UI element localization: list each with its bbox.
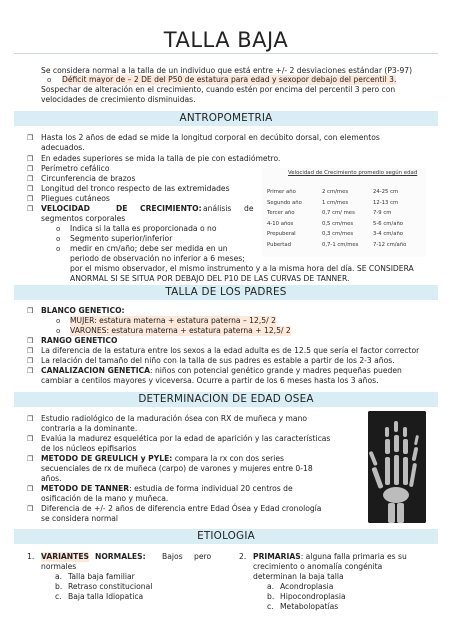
checkbox-bullet-icon: ❒	[27, 175, 34, 183]
table-row	[267, 219, 406, 230]
greulich-label: METODO DE GREULICH y PYLE:	[41, 454, 173, 463]
list-item: Baja talla Idiopatica	[68, 592, 144, 601]
table-row	[267, 208, 406, 219]
canalizacion-text: : niños con potencial genético grande y madres pequeñas pueden	[150, 366, 402, 375]
velocidad-sub-3b: periodo de observación no inferior a 6 meses;	[70, 254, 245, 263]
greulich-line-2: secuenciales de rx de muñeca (carpo) de varones y mujeres entre 0-18	[41, 464, 313, 473]
bajos-text: Bajos	[162, 552, 183, 561]
variantes-label: VARIANTES	[41, 552, 89, 561]
primarias-line-2: crecimiento o anomalía congénita	[253, 562, 383, 571]
antro-line-4: Circunferencia de brazos	[41, 174, 136, 183]
sub-bullet-icon: o	[56, 225, 61, 233]
normales-text: normales	[41, 562, 77, 571]
velocidad-sub-3a: medir en cm/año; debe ser medida en un	[70, 244, 228, 253]
antro-line-6: Pliegues cutáneos	[41, 194, 110, 203]
rango-genetico-label: RANGO GENETICO	[41, 336, 118, 345]
table-cell: Pubertad	[267, 241, 291, 248]
table-cell: 0,3 cm/mes	[322, 231, 354, 238]
antro-line-5: Longitud del tronco respecto de las extremidades	[41, 184, 230, 193]
velocidad-segmentos: segmentos corporales	[41, 214, 126, 223]
table-cell: 4-10 años	[267, 220, 294, 227]
velocity-table	[262, 168, 426, 257]
table-cell: 7-9 cm	[373, 210, 392, 217]
osea-line-5: Diferencia de +/- 2 años de diferencia entre Edad Ósea y Edad cronología	[41, 504, 322, 513]
primarias-line-3: determinan la baja talla	[253, 572, 344, 581]
table-cell: 0,7 cm/ mes	[322, 210, 355, 217]
list-item: Talla baja familiar	[68, 572, 135, 581]
canalizacion-line	[41, 366, 402, 376]
checkbox-bullet-icon: ❒	[27, 165, 34, 173]
etiologia-right-number: 2.	[239, 552, 247, 561]
checkbox-bullet-icon: ❒	[27, 455, 34, 463]
tanner-label: METODO DE TANNER	[41, 484, 130, 493]
section-header-edad-osea: DETERMINACION DE EDAD OSEA	[14, 392, 438, 407]
intro-line-3: Sospechar de alteración en el crecimiento, cuando estén por encima del percentil 3 pero con	[41, 85, 396, 94]
list-marker: a.	[267, 582, 275, 591]
osea-line-1b: contraria a la dominante.	[41, 424, 138, 433]
page-title: TALLA BAJA	[163, 28, 289, 52]
sub-bullet-icon: o	[56, 327, 61, 335]
list-marker: c.	[267, 602, 274, 611]
table-cell: 0,5 cm/mes	[322, 220, 354, 227]
blanco-genetico-label: BLANCO GENETICO:	[41, 306, 125, 315]
checkbox-bullet-icon: ❒	[27, 307, 34, 315]
primarias-text: : alguna falla primaria es su	[300, 552, 407, 561]
checkbox-bullet-icon: ❒	[27, 415, 34, 423]
hand-xray-image	[368, 411, 426, 523]
checkbox-bullet-icon: ❒	[27, 195, 34, 203]
pero-text: pero	[194, 552, 212, 561]
formula-varones: VARONES: estatura materna + estatura paterna + 12,5/ 2	[70, 326, 291, 335]
table-row	[267, 198, 406, 209]
table-cell: 12-13 cm	[373, 199, 399, 206]
checkbox-bullet-icon: ❒	[27, 485, 34, 493]
checkbox-bullet-icon: ❒	[27, 205, 34, 213]
velocidad-sub-3c: por el mismo observador, el mismo instrumento y a la misma hora del día. SE CONSIDERA	[70, 264, 414, 273]
osea-line-5b: se considera normal	[41, 514, 119, 523]
table-cell: 24-25 cm	[373, 189, 399, 196]
antro-line-2: En edades superiores se mida la talla de pie con estadiómetro.	[41, 154, 281, 163]
checkbox-bullet-icon: ❒	[27, 134, 34, 142]
checkbox-bullet-icon: ❒	[27, 337, 34, 345]
sub-bullet-icon: o	[47, 76, 52, 84]
checkbox-bullet-icon: ❒	[27, 347, 34, 355]
velocidad-label-de: DE	[116, 204, 128, 213]
velocidad-analisis: análisis	[203, 204, 232, 213]
section-header-etiologia: ETIOLOGIA	[14, 529, 438, 544]
antro-line-3: Perímetro cefálico	[41, 164, 110, 173]
padres-line-3: La diferencia de la estatura entre los sexos a la edad adulta es de 12.5 que sería el factor corrector	[41, 346, 420, 355]
table-row	[267, 187, 406, 198]
checkbox-bullet-icon: ❒	[27, 505, 34, 513]
sub-bullet-icon: o	[56, 317, 61, 325]
list-item: Hipocondroplasia	[280, 592, 346, 601]
table-cell: 0,7-1 cm/mes	[322, 241, 359, 248]
canalizacion-line-2: cambiar a centilos mayores y viceversa. Ocurre a partir de los 6 meses hasta los 3 años.	[41, 376, 379, 385]
section-header-padres: TALLA DE LOS PADRES	[14, 285, 438, 300]
velocidad-de: de	[244, 204, 254, 213]
primarias-label: PRIMARIAS	[253, 552, 301, 561]
primarias-line	[253, 552, 407, 562]
osea-line-1: Estudio radiológico de la maduración ósea con RX de muñeca y mano	[41, 414, 308, 423]
table-cell: Prepuberal	[267, 231, 296, 238]
list-item: Retraso constitucional	[68, 582, 153, 591]
antro-line-1b: adecuados.	[41, 143, 85, 152]
tanner-line	[41, 484, 293, 494]
greulich-line	[41, 454, 284, 464]
table-cell: 5-6 cm/año	[373, 220, 404, 227]
velocidad-label-crecimiento: CRECIMIENTO:	[140, 204, 202, 213]
osea-line-2b: de los núcleos epifisarios	[41, 444, 137, 453]
padres-line-4: La relación del tamaño del niño con la talla de sus padres es estable a partir de los 2-3 años.	[41, 356, 395, 365]
list-marker: c.	[55, 592, 62, 601]
greulich-text: compara la rx con dos series	[172, 454, 284, 463]
table-cell: 3-4 cm/año	[373, 231, 404, 238]
hand-xray-drawing	[368, 411, 426, 523]
velocidad-sub-2: Segmento superior/inferior	[70, 234, 173, 243]
checkbox-bullet-icon: ❒	[27, 185, 34, 193]
checkbox-bullet-icon: ❒	[27, 155, 34, 163]
table-cell: Tercer año	[267, 210, 295, 217]
table-row	[267, 240, 406, 251]
list-marker: b.	[55, 582, 63, 591]
table-row	[267, 229, 406, 240]
velocity-table-grid	[267, 187, 406, 250]
velocidad-sub-1: Indica si la talla es proporcionada o no	[70, 224, 217, 233]
intro-line-1: Se considera normal a la talla de un individuo que está entre +/- 2 desviaciones estándar (P3-97)	[41, 66, 413, 75]
table-cell: Segundo año	[267, 199, 302, 206]
table-cell: 2 cm/mes	[322, 189, 349, 196]
velocity-table-title: Velocidad de Crecimiento promedio según edad	[288, 170, 418, 176]
list-item: Acondroplasia	[280, 582, 334, 591]
velocidad-label: VELOCIDAD	[41, 204, 90, 213]
sub-bullet-icon: o	[56, 235, 61, 243]
table-cell: 7-12 cm/año	[373, 241, 407, 248]
normales-label: NORMALES:	[95, 552, 146, 561]
intro-line-4: velocidades de crecimiento disminuidas.	[41, 95, 196, 104]
checkbox-bullet-icon: ❒	[27, 367, 34, 375]
title-divider	[14, 53, 438, 54]
canalizacion-label: CANALIZACION GENETICA	[41, 366, 151, 375]
velocidad-sub-3d: ANORMAL SI SE SITUA POR DEBAJO DEL P10 DE LAS CURVAS DE TANNER.	[70, 274, 350, 283]
antro-line-1: Hasta los 2 años de edad se mide la longitud corporal en decúbito dorsal, con elementos	[41, 133, 380, 142]
list-item: Metabolopatías	[280, 602, 339, 611]
sub-bullet-icon: o	[56, 245, 61, 253]
table-cell: 1 cm/mes	[322, 199, 349, 206]
table-cell: Primer año	[267, 189, 296, 196]
tanner-line-2: osificación de la mano y muñeca.	[41, 494, 169, 503]
checkbox-bullet-icon: ❒	[27, 435, 34, 443]
formula-mujer: MUJER: estatura materna + estatura paterna – 12,5/ 2	[70, 316, 276, 325]
section-header-antropometria: ANTROPOMETRIA	[14, 111, 438, 126]
etiologia-left-number: 1.	[27, 552, 35, 561]
list-marker: b.	[267, 592, 275, 601]
checkbox-bullet-icon: ❒	[27, 357, 34, 365]
osea-line-2: Evalúa la madurez esquelética por la edad de aparición y las características	[41, 434, 331, 443]
intro-line-2: Déficit mayor de – 2 DE del P50 de estatura para edad y sexopor debajo del percentil 3.	[62, 75, 397, 84]
tanner-text: : estudia de forma individual 20 centros de	[129, 484, 293, 493]
list-marker: a.	[55, 572, 63, 581]
greulich-line-3: años.	[41, 474, 62, 483]
